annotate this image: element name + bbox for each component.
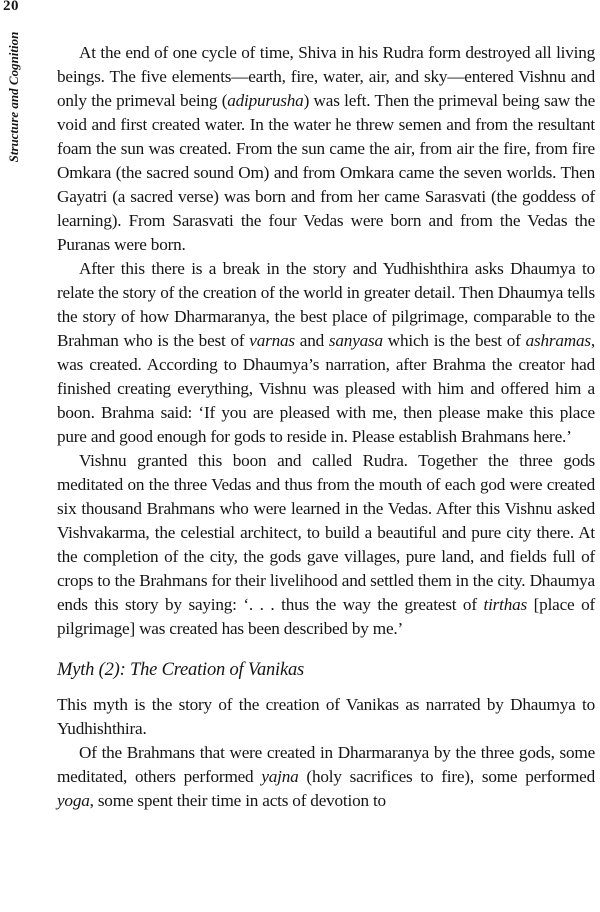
text-segment: ) was left. Then the primeval being saw the void and first created water. In the water he threw semen and from the resultant foam the sun was created. From the sun came the air, from air the fire, from fire Omkara (the sacred sound Om) and from Omkara came the seven worlds. Then Gayatri (a sacred verse) was born and from her came Sarasvati (the goddess of learning). From Sarasvati the four Vedas were born and from the Vedas the Puranas were born. xyxy=(57,91,595,254)
italic-term: sanyasa xyxy=(328,331,383,350)
italic-term: adipurusha xyxy=(227,91,304,110)
page-number: 20 xyxy=(3,0,19,14)
text-segment: , was created. According to Dhaumya’s narration, after Brahma the creator had finished creating everything, Vishnu was pleased with him and offered him a boon. Brahma said: ‘If you are pleased with me, then please make this place pure and good enough for gods to reside in. Please establish Brahmans here.’ xyxy=(57,331,595,446)
text-segment: (holy sacrifices to fire), some performed xyxy=(298,767,595,786)
italic-term: tirthas xyxy=(483,595,527,614)
section-heading: Myth (2): The Creation of Vanikas xyxy=(57,660,305,680)
text-segment: [place of pilgrimage] was created has been described by me.’ xyxy=(57,595,595,638)
italic-term: ashramas xyxy=(525,331,591,350)
paragraph xyxy=(57,693,595,741)
text-segment: Vishnu granted this boon and called Rudra. Together the three gods meditated on the three Vedas and thus from the mouth of each god were created six thousand Brahmans who were learned in the Vedas. After this Vishnu asked Vishvakarma, the celestial architect, to build a beautiful and pure city there. At the completion of the city, the gods gave villages, pure land, and fields full of crops to the Brahmans for their livelihood and settled them in the city. Dhaumya ends this story by saying: ‘. . . thus the way the greatest of xyxy=(57,451,595,614)
italic-term: yajna xyxy=(261,767,299,786)
paragraph xyxy=(57,741,595,813)
text-segment: and xyxy=(294,331,329,350)
text-segment: , some spent their time in acts of devotion to xyxy=(89,791,386,810)
italic-term: varnas xyxy=(249,331,295,350)
text-segment: At the end of one cycle of time, Shiva in his Rudra form destroyed all living beings. The five elements—earth, fire, water, air, and sky—entered Vishnu and only the primeval being ( xyxy=(57,43,595,110)
body-paragraphs xyxy=(57,41,595,641)
main-text xyxy=(57,41,595,813)
text-segment: After this there is a break in the story and Yudhishthira asks Dhaumya to relate the story of the creation of the world in greater detail. Then Dhaumya tells the story of how Dharmaranya, the best place of pilgrimage, comparable to the Brahman who is the best of xyxy=(57,259,595,350)
section-paragraphs xyxy=(57,693,595,813)
text-segment: which is the best of xyxy=(382,331,526,350)
text-segment: Of the Brahmans that were created in Dharmaranya by the three gods, some meditated, others performed xyxy=(57,743,595,786)
paragraph xyxy=(57,41,595,257)
italic-term: yoga xyxy=(57,791,90,810)
running-head: Structure and Cognition xyxy=(6,31,21,163)
paragraph xyxy=(57,257,595,449)
text-segment: This myth is the story of the creation of Vanikas as narrated by Dhaumya to Yudhishthira. xyxy=(57,695,595,738)
paragraph xyxy=(57,449,595,641)
